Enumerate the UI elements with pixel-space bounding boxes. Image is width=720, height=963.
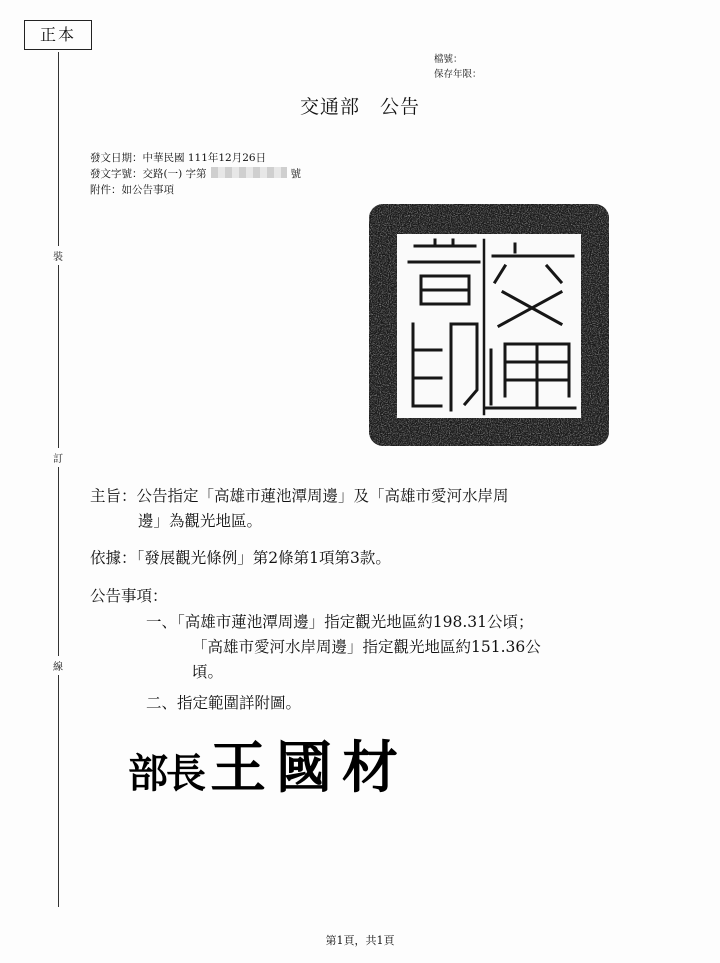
attachment-note: 附件：如公告事項 (90, 184, 174, 196)
item-1-line-2: 「高雄市愛河水岸周邊」指定觀光地區約151.36公 (192, 638, 541, 656)
binding-mark-xian: 線 (52, 656, 64, 675)
subject-line-1: 主旨：公告指定「高雄市蓮池潭周邊」及「高雄市愛河水岸周 (90, 487, 509, 505)
subject-line-2: 邊」為觀光地區。 (138, 512, 263, 530)
document-number (90, 166, 301, 182)
document-number-suffix: 號 (290, 168, 302, 180)
minister-signature (128, 724, 408, 804)
file-number-label: 檔號： (434, 54, 463, 65)
basis-line: 依據：「發展觀光條例」第2條第1項第3款。 (90, 549, 391, 567)
signature-name: 王國材 (210, 736, 408, 801)
issue-date: 發文日期：中華民國 111年12月26日 (90, 152, 267, 164)
binding-mark-zhuang: 裝 (52, 246, 64, 265)
document-number-prefix: 發文字號：交路(一) 字第 (90, 168, 207, 180)
announcement-items (146, 610, 541, 716)
page-title: 交通部 公告 (299, 96, 420, 118)
item-2: 二、指定範圍詳附圖。 (146, 694, 302, 712)
binding-mark-ding: 訂 (52, 448, 64, 467)
subject-section (90, 484, 509, 534)
document-meta (90, 150, 301, 198)
binding-line (58, 52, 59, 907)
page-footer: 第1頁，共1頁 (325, 934, 395, 947)
item-1-line-3: 頃。 (192, 663, 224, 681)
redacted-number (211, 167, 287, 178)
file-meta (434, 52, 482, 82)
retention-label: 保存年限： (434, 69, 482, 80)
signature-title: 部長 (128, 751, 204, 797)
item-1-line-1: 一、「高雄市蓮池潭周邊」指定觀光地區約198.31公頃； (146, 613, 534, 631)
items-heading: 公告事項： (90, 587, 168, 605)
official-seal (365, 200, 613, 450)
original-copy-stamp: 正本 (24, 20, 92, 50)
